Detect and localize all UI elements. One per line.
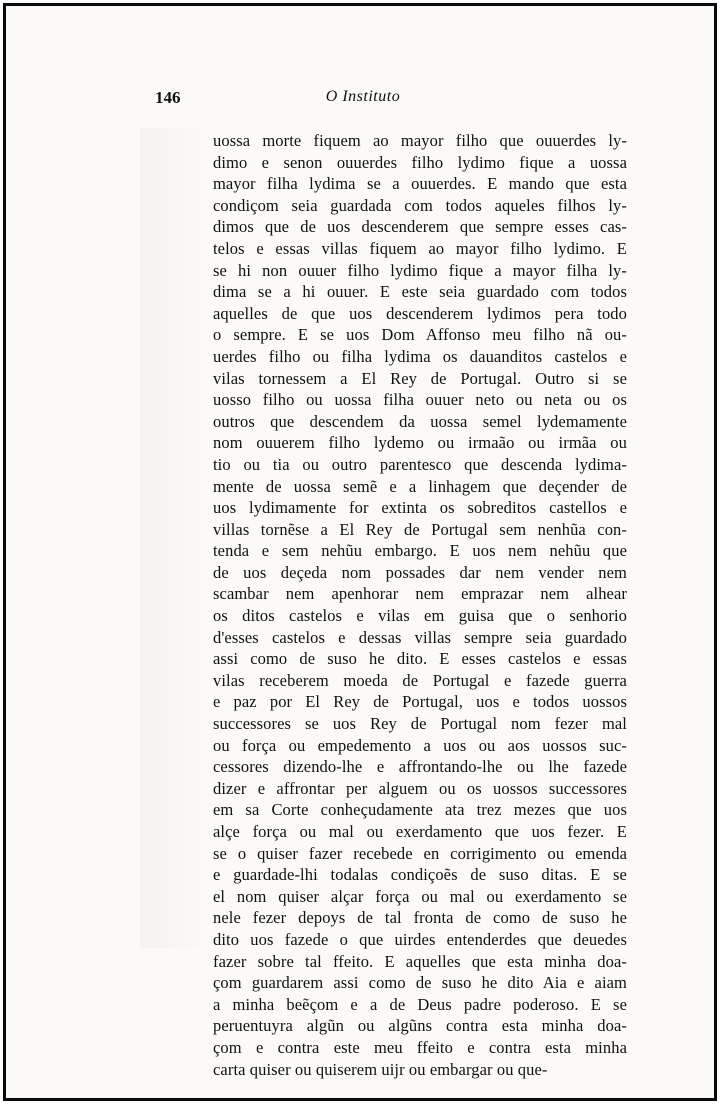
text-line: dimos que de uos descenderem que sempre esses cas- (213, 217, 627, 237)
text-line: assi como de suso he dito. E esses castelos e essas (213, 649, 627, 669)
text-line: dima se a hi ouuer. E este seia guardado com todos (213, 282, 627, 302)
running-title: O Instituto (325, 88, 401, 105)
text-line: carta quiser ou quiserem uijr ou embargar ou que- (213, 1059, 548, 1079)
bleed-through-margin (140, 128, 210, 948)
text-line: dimo e senon ouuerdes filho lydimo fique a uossa (213, 152, 627, 172)
text-line: uos lydimamente for extinta os sobreditos castellos e (213, 498, 627, 518)
text-line: vilas receberem moeda de Portugal e fazede guerra (213, 670, 627, 690)
text-line: nom ouuerem filho lydemo ou irmaão ou irmãa ou (213, 433, 627, 453)
text-line: se hi non ouuer filho lydimo fique a mayor filha ly- (213, 260, 627, 280)
page-number: 146 (155, 88, 181, 107)
text-line: de uos deçeda nom possades dar nem vender nem (213, 562, 627, 582)
text-line: nele fezer depoys de tal fronta de como de suso he (213, 908, 627, 928)
text-line: scambar nem apenhorar nem emprazar nem alhear (213, 584, 627, 604)
text-line: çom e contra este meu ffeito e contra esta minha (213, 1037, 627, 1057)
text-line: uosso filho ou uossa filha ouuer neto ou neta ou os (213, 390, 627, 410)
text-line: o sempre. E se uos Dom Affonso meu filho nã ou- (213, 325, 627, 345)
text-line: dito uos fazede o que uirdes entenderdes que deuedes (213, 929, 627, 949)
text-line: e paz por El Rey de Portugal, uos e todos uossos (213, 692, 627, 712)
text-line: d'esses castelos e dessas villas sempre seia guardado (213, 627, 627, 647)
text-line: aquelles de que uos descenderem lydimos pera todo (213, 303, 627, 323)
text-line: alçe força ou mal ou exerdamento que uos fezer. E (213, 822, 627, 841)
text-line: mente de uossa semẽ e a linhagem que deçender de (213, 476, 627, 496)
text-line: fazer sobre tal ffeito. E aquelles que esta minha doa- (213, 951, 627, 971)
text-line: se o quiser fazer recebede en corrigimento ou emenda (213, 843, 627, 863)
text-line: uossa morte fiquem ao mayor filho que ouuerdes ly- (213, 131, 627, 150)
text-line: cessores dizendo-lhe e affrontando-lhe ou lhe fazede (213, 757, 627, 777)
text-line: ou força ou empedemento a uos ou aos uossos suc- (213, 735, 627, 755)
text-line: villas tornẽse a El Rey de Portugal sem nenhũa con- (213, 519, 627, 539)
text-line: e guardade-lhi todalas condiçoẽs de suso ditas. E se (213, 865, 627, 885)
text-line: el nom quiser alçar força ou mal ou exerdamento se (213, 886, 627, 906)
text-line: çom guardarem assi como de suso he dito Aia e aiam (213, 973, 627, 993)
text-line: telos e essas villas fiquem ao mayor filho lydimo. E (213, 238, 627, 258)
text-line: peruentuyra algũn ou algũns contra esta minha doa- (213, 1016, 627, 1036)
text-line: os ditos castelos e vilas em guisa que o senhorio (213, 606, 627, 626)
text-line: successores se uos Rey de Portugal nom fezer mal (213, 714, 627, 734)
body-text (213, 130, 627, 1080)
text-line: outros que descendem da uossa semel lydemamente (213, 411, 627, 431)
text-line: tenda e sem nehũu embargo. E uos nem nehũu que (213, 541, 627, 561)
text-line: em sa Corte conheçudamente ata trez mezes que uos (213, 800, 627, 820)
text-line: a minha beẽçom e a de Deus padre poderoso. E se (213, 994, 627, 1014)
text-line: vilas tornessem a El Rey de Portugal. Outro si se (213, 368, 627, 388)
text-line: mayor filha lydima se a ouuerdes. E mando que esta (213, 174, 627, 194)
text-line: dizer e affrontar per alguem ou os uossos successores (213, 778, 627, 798)
text-line: condiçom seia guardada com todos aqueles filhos ly- (213, 195, 627, 215)
text-line: tio ou tia ou outro parentesco que descenda lydima- (213, 454, 627, 474)
page-header (0, 88, 726, 112)
text-line: uerdes filho ou filha lydima os dauanditos castelos e (213, 346, 627, 366)
